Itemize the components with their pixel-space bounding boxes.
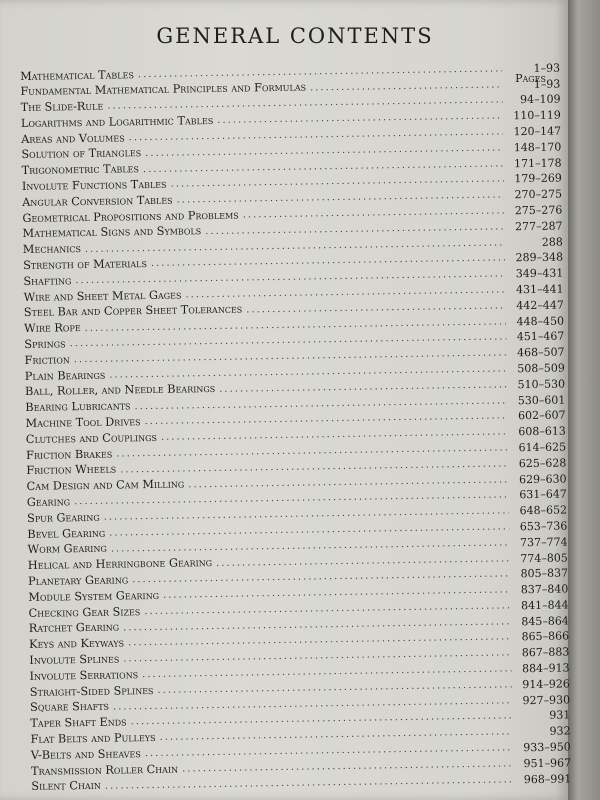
entry-label: Involute Serrations: [29, 668, 139, 683]
entry-pages: 841–844: [520, 598, 569, 613]
entry-pages: 774–805: [520, 550, 568, 565]
entry-label: Plain Bearings: [24, 368, 106, 383]
entry-pages: 602–607: [517, 408, 566, 423]
entry-pages: 931: [549, 708, 571, 723]
entry-label: Keys and Keyways: [28, 636, 125, 652]
entry-label: Strength of Materials: [23, 257, 148, 273]
entry-label: Machine Tool Drives: [25, 415, 141, 430]
entry-pages: 614–625: [518, 440, 567, 455]
entry-pages: 608–613: [518, 424, 566, 439]
entry-label: Mathematical Signs and Symbols: [22, 224, 202, 241]
entry-label: Wire and Sheet Metal Gages: [23, 288, 182, 304]
entry-pages: 933–950: [523, 740, 571, 755]
entry-label: Spur Gearing: [27, 510, 100, 525]
entry-label: The Slide-Rule: [20, 99, 104, 115]
entry-pages: 120–147: [513, 124, 562, 139]
entry-label: Checking Gear Sizes: [28, 604, 141, 620]
entry-label: Square Shafts: [29, 700, 110, 715]
entry-pages: 737–774: [519, 535, 568, 549]
entry-label: Helical and Herringbone Gearing: [27, 556, 213, 573]
entry-pages: 110–119: [513, 108, 561, 123]
entry-label: Ball, Roller, and Needle Bearings: [25, 382, 216, 399]
entry-label: Straight-Sided Splines: [29, 683, 154, 699]
entry-label: Bearing Lubricants: [25, 399, 131, 415]
entry-label: Friction Wheels: [26, 462, 117, 478]
entry-label: Involute Functions Tables: [21, 177, 167, 194]
entry-pages: 179–269: [514, 171, 562, 186]
entry-pages: 653–736: [519, 519, 568, 534]
entry-pages: 171–178: [513, 156, 562, 170]
entry-pages: 510–530: [517, 377, 566, 391]
entry-pages: 508–509: [517, 361, 565, 376]
entry-pages: 94–109: [519, 92, 561, 107]
entry-label: Clutches and Couplings: [25, 430, 158, 446]
entry-pages: 631–647: [519, 487, 567, 502]
entry-pages: 968–991: [523, 772, 572, 786]
entry-label: Areas and Volumes: [21, 131, 125, 146]
entry-pages: 629–630: [518, 471, 567, 486]
entry-pages: 349–431: [515, 266, 564, 281]
entry-label: Friction Brakes: [26, 447, 113, 462]
entry-label: Shafting: [23, 274, 72, 288]
entry-pages: 148–170: [513, 140, 562, 155]
entry-label: Logarithms and Logarithmic Tables: [20, 113, 214, 130]
entry-pages: 805–837: [520, 566, 569, 581]
entry-pages: 927–930: [522, 693, 571, 707]
entry-label: Involute Splines: [29, 652, 120, 667]
entry-pages: 865–866: [521, 629, 570, 644]
entry-pages: 288: [541, 235, 563, 249]
pages-column-header: Pages: [515, 72, 546, 85]
entry-label: Taper Shaft Ends: [30, 715, 127, 731]
entry-label: Solution of Triangles: [21, 146, 142, 162]
entry-label: Geometrical Propositions and Problems: [22, 208, 239, 225]
page-edge-shadow: [568, 0, 600, 800]
entry-label: Cam Design and Cam Milling: [26, 477, 185, 494]
entry-label: Module System Gearing: [28, 588, 160, 604]
entry-label: Mechanics: [22, 242, 82, 257]
entry-label: Planetary Gearing: [27, 573, 129, 588]
entry-label: Transmission Roller Chain: [30, 762, 179, 778]
entry-pages: 867–883: [521, 645, 570, 660]
entry-label: Flat Belts and Pulleys: [30, 730, 156, 746]
entry-pages: 448–450: [516, 314, 565, 328]
entry-pages: 951–967: [523, 756, 572, 771]
entry-label: Angular Conversion Tables: [22, 193, 173, 209]
entry-label: Fundamental Mathematical Principles and Formulas: [20, 80, 307, 99]
page-title: GENERAL CONTENTS: [156, 24, 434, 48]
entry-pages: 932: [549, 724, 571, 739]
entry-pages: 270–275: [514, 187, 563, 202]
entry-label: Silent Chain: [31, 779, 101, 794]
entry-label: Bevel Gearing: [27, 526, 106, 541]
entry-pages: 277–287: [514, 219, 563, 234]
entry-label: Gearing: [26, 495, 71, 509]
entry-pages: 1–93: [533, 77, 561, 91]
entry-pages: 837–840: [520, 582, 569, 597]
entry-label: Springs: [24, 337, 66, 352]
entry-pages: 530–601: [517, 393, 566, 407]
entry-label: Ratchet Gearing: [28, 620, 120, 636]
entry-pages: 845–864: [521, 614, 569, 628]
entry-pages: 431–441: [515, 282, 564, 297]
entry-pages: 275–276: [514, 203, 563, 218]
entry-label: Trigonometric Tables: [21, 162, 140, 178]
entry-label: Mathematical Tables: [20, 67, 134, 83]
entry-label: Steel Bar and Copper Sheet Tolerances: [23, 302, 243, 320]
entry-label: Wire Rope: [24, 321, 81, 336]
entry-label: V-Belts and Sheaves: [30, 746, 141, 762]
entry-label: Worm Gearing: [27, 542, 107, 557]
entry-pages: 442–447: [516, 298, 564, 312]
entry-pages: 468–507: [516, 345, 565, 360]
entry-pages: 648–652: [519, 503, 568, 518]
entry-pages: 451–467: [516, 329, 565, 344]
entry-pages: 625–628: [518, 456, 567, 470]
entry-pages: 289–348: [515, 250, 564, 265]
contents-list: [20, 58, 571, 793]
entry-label: Friction: [24, 353, 70, 367]
entry-pages: 884–913: [521, 661, 570, 676]
entry-pages: 914–926: [522, 677, 570, 692]
entry-pages: 1–93: [533, 61, 561, 75]
